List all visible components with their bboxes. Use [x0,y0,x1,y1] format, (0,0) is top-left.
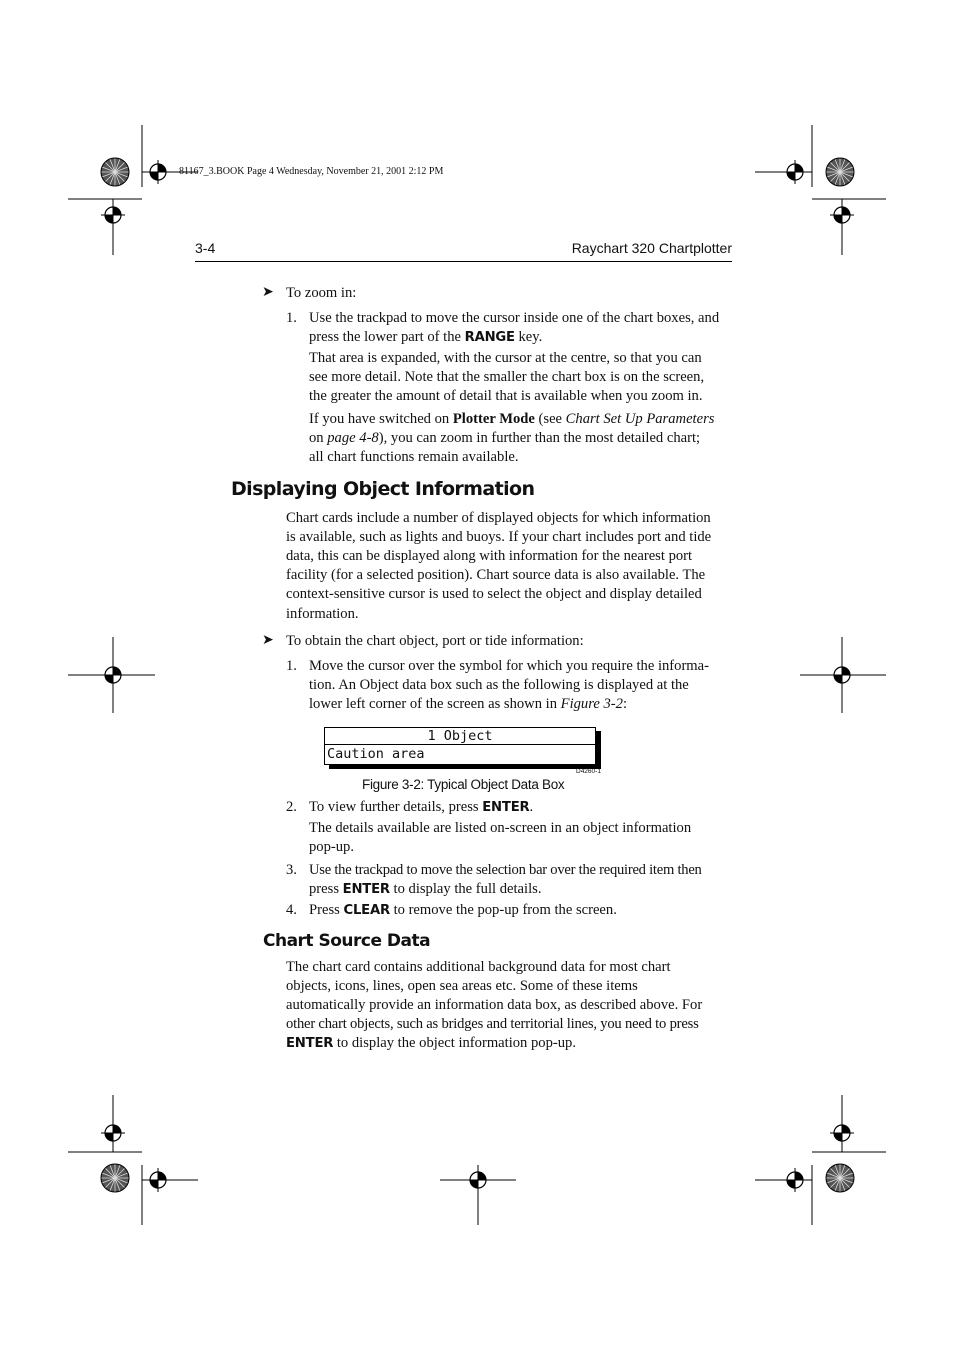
range-key: RANGE [464,330,515,345]
step-number: 4. [286,902,297,918]
step2-para-line: The details available are listed on-screen in an object information [309,820,692,836]
arrow-bullet-icon: ➤ [262,284,274,300]
section-para-line: is available, such as lights and buoys. If your chart includes port and tide [286,529,712,545]
cross-reference: Chart Set Up Parameters [565,411,715,427]
step2-para-line: pop-up. [309,839,354,855]
figure-caption: Figure 3-2: Typical Object Data Box [362,777,565,792]
zoom-intro: To zoom in: [286,285,357,301]
enter-key: ENTER [482,800,530,815]
step-number: 1. [286,310,297,326]
zoom-para-line: all chart functions remain available. [309,449,519,465]
enter-key: ENTER [342,882,390,897]
step1-line: lower left corner of the screen as shown in Figure 3-2: [309,696,627,712]
subsection-para-line: The chart card contains additional background data for most chart [286,959,671,975]
section-para-line: information. [286,606,359,622]
step1-line: tion. An Object data box such as the following is displayed at the [309,677,689,693]
step2-line: To view further details, press ENTER. [309,799,534,815]
zoom-para-line: the greater the amount of detail that is available when you zoom in. [309,388,703,404]
section-para-line: facility (for a selected position). Chart source data is also available. The [286,567,706,583]
zoom-para-line: see more detail. Note that the smaller the chart box is on the screen, [309,369,705,385]
subsection-title: Chart Source Data [263,931,431,951]
figure-ref-code: D4260-1 [576,768,601,775]
object-data-box [324,727,596,765]
section-para-line: data, this can be displayed along with information for the nearest port [286,548,693,564]
zoom-step1-line: Use the trackpad to move the cursor inside one of the chart boxes, and [309,310,720,326]
step-number: 2. [286,799,297,815]
zoom-para-line: on page 4-8), you can zoom in further than the most detailed chart; [309,430,701,446]
zoom-para-line: That area is expanded, with the cursor at the centre, so that you can [309,350,702,366]
plotter-mode-term: Plotter Mode [452,411,535,427]
step4-line: Press CLEAR to remove the pop-up from the screen. [309,902,617,918]
enter-key: ENTER [286,1036,334,1051]
subsection-para-line: other chart objects, such as bridges and territorial lines, you need to press [286,1016,699,1032]
step3-line: Use the trackpad to move the selection bar over the required item then [309,862,702,878]
print-slug: 81167_3.BOOK Page 4 Wednesday, November 21, 2001 2:12 PM [179,166,444,177]
step-number: 3. [286,862,297,878]
section-para-line: Chart cards include a number of displayed objects for which information [286,510,711,526]
zoom-step1-line: press the lower part of the RANGE key. [309,329,543,345]
subsection-para-line: ENTER to display the object information pop-up. [286,1035,576,1051]
arrow-bullet-icon: ➤ [262,632,274,648]
page-reference: page 4-8 [327,430,379,446]
step1-line: Move the cursor over the symbol for which you require the informa- [309,658,709,674]
figure-reference: Figure 3-2 [560,696,623,712]
running-title: Raychart 320 Chartplotter [571,240,732,256]
subsection-para-line: automatically provide an information data box, as described above. For [286,997,703,1013]
section-para-line: context-sensitive cursor is used to select the object and display detailed [286,586,702,602]
subsection-para-line: objects, icons, lines, open sea areas etc. Some of these items [286,978,638,994]
object-box-row: Caution area [327,746,425,762]
object-box-title: 1 Object [325,728,595,745]
section-title: Displaying Object Information [231,478,535,500]
header-rule [195,261,732,262]
zoom-para-line: If you have switched on Plotter Mode (see Chart Set Up Parameters [309,411,715,427]
procedure-intro: To obtain the chart object, port or tide information: [286,633,584,649]
step-number: 1. [286,658,297,674]
page-number: 3-4 [195,240,216,256]
clear-key: CLEAR [343,903,390,918]
step3-line: press ENTER to display the full details. [309,881,542,897]
